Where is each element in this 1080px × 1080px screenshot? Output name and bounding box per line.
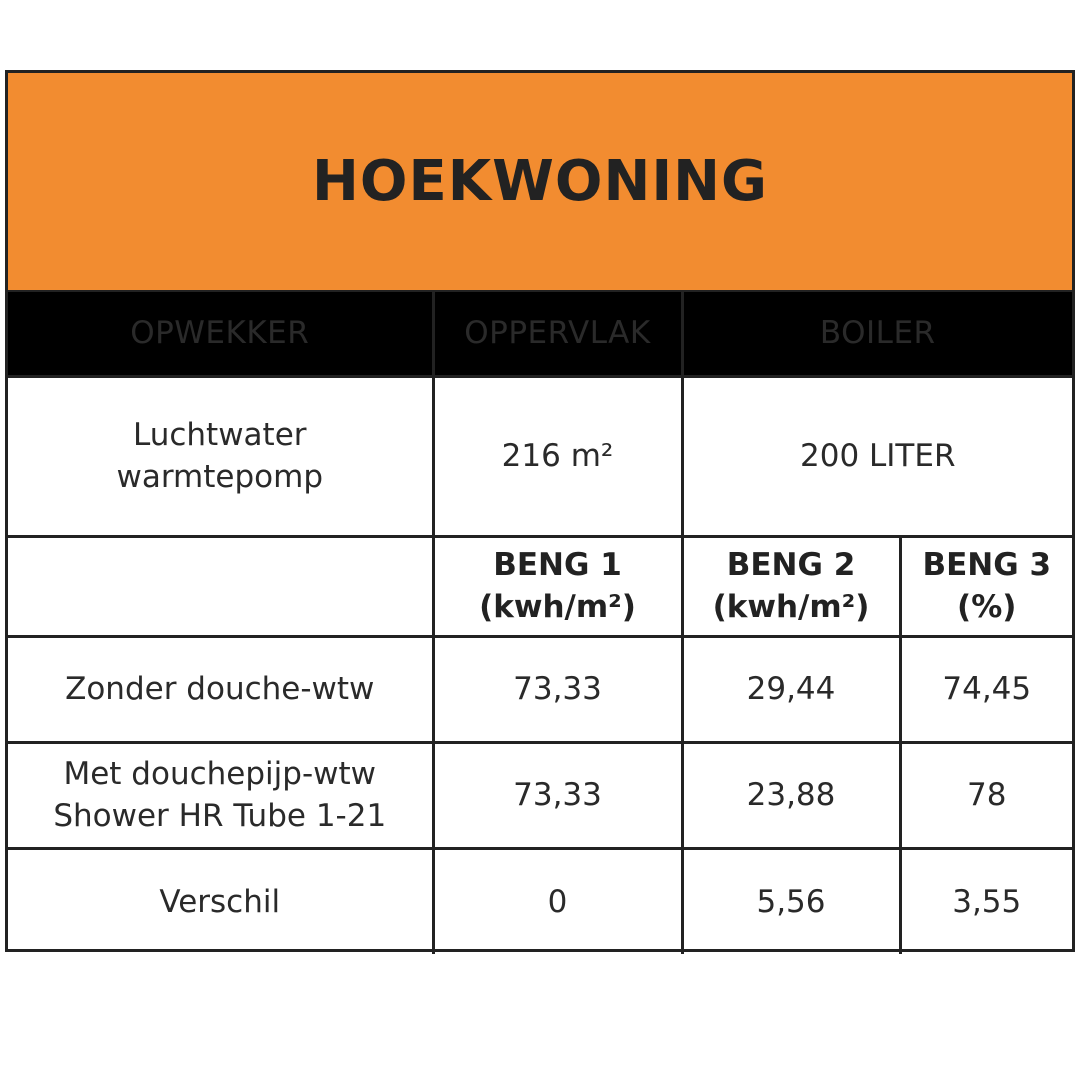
beng2-unit: (kwh/m²) bbox=[712, 589, 870, 625]
results-table bbox=[8, 292, 1072, 954]
beng-empty-cell bbox=[8, 536, 433, 636]
table-title: HOEKWONING bbox=[311, 149, 769, 214]
beng-header-row bbox=[8, 536, 1072, 636]
beng3-unit: (%) bbox=[957, 589, 1017, 625]
table-row bbox=[8, 636, 1072, 742]
row-label-line1: Zonder douche-wtw bbox=[65, 671, 375, 707]
header-opwekker: OPWEKKER bbox=[8, 292, 433, 376]
beng1-value: 73,33 bbox=[433, 742, 682, 848]
oppervlak-cell: 216 m² bbox=[433, 376, 682, 536]
results-table-frame bbox=[5, 70, 1075, 952]
beng3-value: 74,45 bbox=[900, 636, 1072, 742]
table-row bbox=[8, 848, 1072, 954]
beng2-value: 5,56 bbox=[682, 848, 900, 954]
beng1-unit: (kwh/m²) bbox=[479, 589, 636, 625]
beng3-title: BENG 3 bbox=[922, 547, 1052, 583]
beng1-header bbox=[433, 536, 682, 636]
beng1-value: 0 bbox=[433, 848, 682, 954]
beng2-value: 29,44 bbox=[682, 636, 900, 742]
beng2-title: BENG 2 bbox=[726, 547, 856, 583]
opwekker-line1: Luchtwater bbox=[132, 417, 307, 453]
beng2-header bbox=[682, 536, 900, 636]
header-row bbox=[8, 292, 1072, 376]
row-label-line1: Verschil bbox=[159, 883, 281, 920]
beng1-title: BENG 1 bbox=[493, 547, 622, 583]
row-label bbox=[8, 636, 433, 742]
row-label-line2: Shower HR Tube 1-21 bbox=[53, 798, 387, 834]
title-band bbox=[8, 73, 1072, 293]
opwekker-cell bbox=[8, 376, 433, 536]
header-oppervlak: OPPERVLAK bbox=[433, 292, 682, 376]
row-label bbox=[8, 848, 433, 954]
beng3-value: 3,55 bbox=[900, 848, 1072, 954]
opwekker-line2: warmtepomp bbox=[116, 459, 323, 495]
boiler-cell: 200 LITER bbox=[682, 376, 1072, 536]
table-row bbox=[8, 742, 1072, 848]
beng2-value: 23,88 bbox=[682, 742, 900, 848]
row-label bbox=[8, 742, 433, 848]
info-row bbox=[8, 376, 1072, 536]
beng3-value: 78 bbox=[900, 742, 1072, 848]
beng3-header bbox=[900, 536, 1072, 636]
beng1-value: 73,33 bbox=[433, 636, 682, 742]
header-boiler: BOILER bbox=[682, 292, 1072, 376]
row-label-line1: Met douchepijp-wtw bbox=[63, 756, 376, 792]
